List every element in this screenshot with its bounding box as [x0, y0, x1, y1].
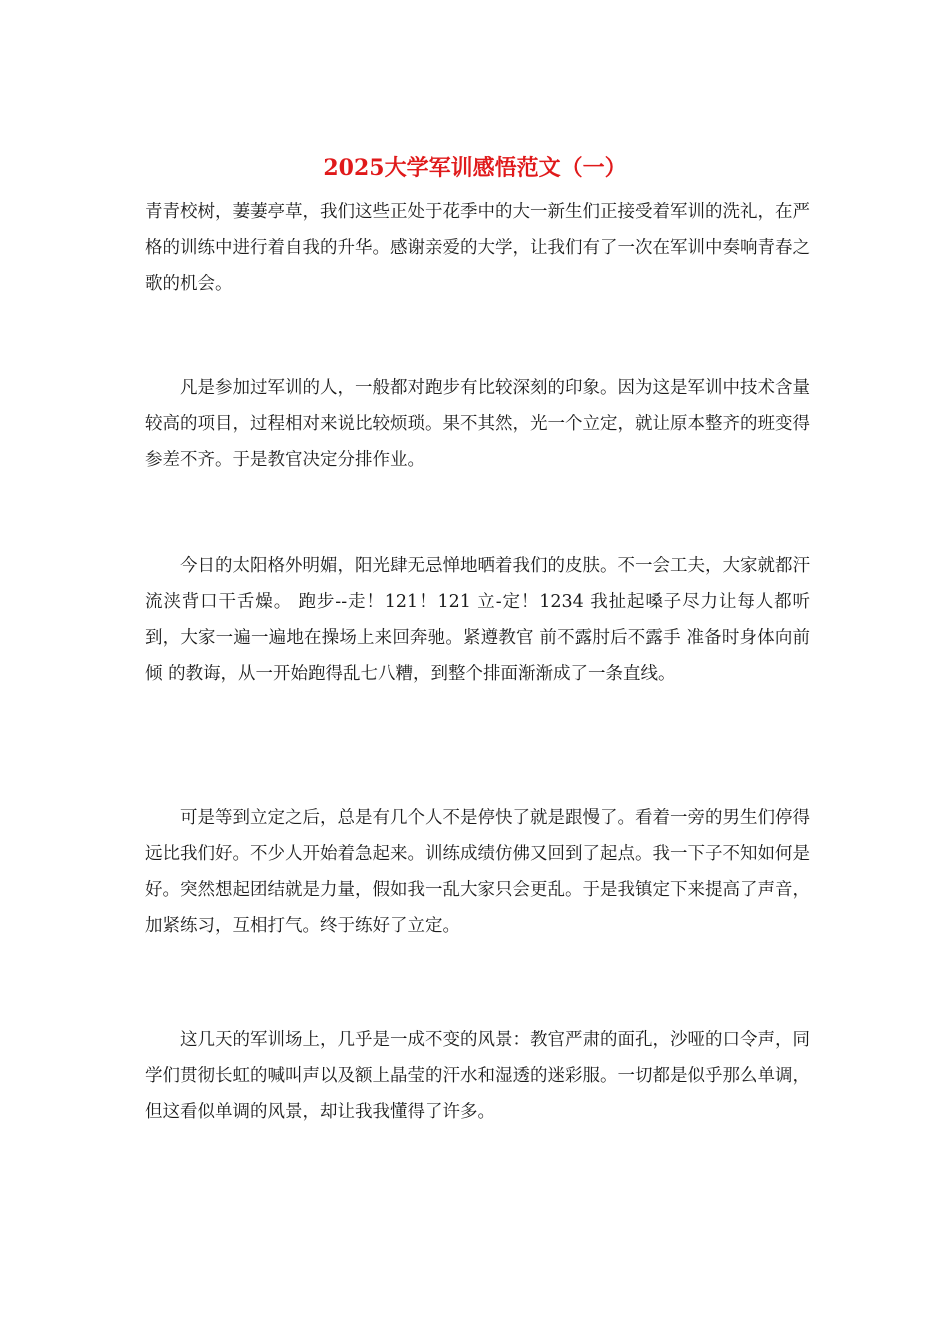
paragraph-4: 可是等到立定之后，总是有几个人不是停快了就是跟慢了。看着一旁的男生们停得远比我们好。不少人开始着急起来。训练成绩仿佛又回到了起点。我一下子不知如何是好。突然想起团结就是力量，假如我一乱大家只会更乱。于是我镇定下来提高了声音，加紧练习，互相打气。终于练好了立定。 [145, 808, 810, 936]
paragraph-3: 今日的太阳格外明媚，阳光肆无忌惮地晒着我们的皮肤。不一会工夫，大家就都汗流浃背口干舌燥。 跑步--走！121！121 立-定！1234 我扯起嗓子尽力让每人都听到，大家一遍一遍地在操场上来回奔驰。紧遵教官 前不露肘后不露手 准备时身体向前倾 的教诲，从一开始跑得乱七八糟，到整个排面渐渐成了一条直线。 [145, 556, 810, 684]
paragraph-2: 凡是参加过军训的人，一般都对跑步有比较深刻的印象。因为这是军训中技术含量较高的项目，过程相对来说比较烦琐。果不其然，光一个立定，就让原本整齐的班变得参差不齐。于是教官决定分排作业。 [145, 378, 810, 470]
paragraph-5: 这几天的军训场上，几乎是一成不变的风景：教官严肃的面孔，沙哑的口令声，同学们贯彻长虹的喊叫声以及额上晶莹的汗水和湿透的迷彩服。一切都是似乎那么单调，但这看似单调的风景，却让我我懂得了许多。 [145, 1030, 810, 1122]
paragraph-1: 青青校树，萋萋亭草，我们这些正处于花季中的大一新生们正接受着军训的洗礼，在严格的训练中进行着自我的升华。感谢亲爱的大学，让我们有了一次在军训中奏响青春之歌的机会。 [145, 202, 810, 294]
document-title: 2025大学军训感悟范文（一） [323, 155, 627, 181]
